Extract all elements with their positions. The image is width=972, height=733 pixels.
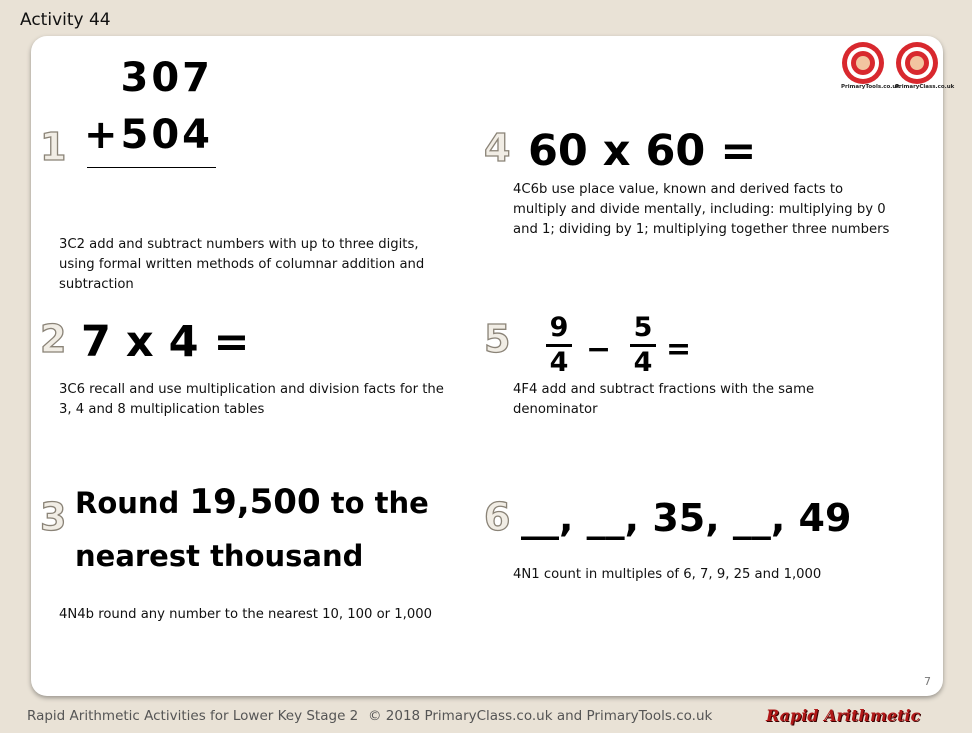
page-number: 7 (924, 675, 931, 688)
question-6-number: 6 (484, 495, 511, 539)
question-2-number: 2 (40, 317, 67, 361)
question-1-sum-line (87, 167, 216, 168)
question-3-suffix: to the (320, 486, 429, 520)
activity-title: Activity 44 (20, 10, 111, 30)
question-1-description: 3C2 add and subtract numbers with up to three digits, using formal written methods of columnar addition and subtraction (59, 237, 425, 292)
question-3-description: 4N4b round any number to the nearest 10, 100 or 1,000 (59, 607, 433, 622)
question-5-fraction-1-denominator: 4 (549, 347, 569, 378)
question-1-bottom-operand: +504 (83, 112, 213, 158)
logos (839, 40, 955, 94)
question-2-description: 3C6 recall and use multiplication and division facts for the 3, 4 and 8 multiplication tables (59, 382, 444, 417)
brand-arithmetic: Arithmetic (824, 706, 921, 725)
brand-rapid: Rapid (766, 706, 819, 725)
question-5-fraction-2-denominator: 4 (633, 347, 653, 378)
question-5-description: 4F4 add and subtract fractions with the same denominator (513, 382, 815, 417)
question-3-number: 3 (40, 495, 67, 539)
question-1-number: 1 (40, 125, 67, 169)
activity-slide (31, 36, 955, 696)
question-1-top-operand: 307 (120, 55, 213, 101)
rapid-arithmetic-logo (766, 706, 920, 725)
question-3-value: 19,500 (189, 482, 321, 522)
question-5-operator: − (586, 332, 612, 367)
question-4-expression: 60 x 60 = (528, 126, 757, 176)
primaryclass-caption: PrimaryClass.co.uk (895, 84, 955, 90)
question-3-line-1 (75, 482, 429, 522)
question-5-fraction-2-numerator: 5 (633, 312, 653, 343)
footer-title: Rapid Arithmetic Activities for Lower Key Stage 2 (27, 708, 359, 724)
question-4-number: 4 (484, 126, 511, 170)
question-5-fraction-1 (546, 314, 572, 377)
question-6-sequence: __, __, 35, __, 49 (521, 496, 852, 540)
question-4-description: 4C6b use place value, known and derived facts to multiply and divide mentally, including: multiplying by 0 and 1; dividing by 1; multiplying together three numbers (513, 182, 890, 237)
footer-copyright: © 2018 PrimaryClass.co.uk and PrimaryTools.co.uk (368, 708, 713, 724)
question-3-line-2: nearest thousand (75, 539, 364, 573)
question-5-fraction-1-numerator: 9 (549, 312, 569, 343)
question-6-description: 4N1 count in multiples of 6, 7, 9, 25 and 1,000 (513, 567, 822, 582)
question-5-number: 5 (484, 317, 511, 361)
question-5-equals: = (666, 332, 692, 367)
question-2-expression: 7 x 4 = (81, 317, 250, 367)
primarytools-logo-icon (839, 40, 943, 86)
question-5-fraction-2 (630, 314, 656, 377)
primarytools-caption: PrimaryTools.co.uk (841, 84, 900, 90)
question-3-prefix: Round (75, 486, 190, 520)
